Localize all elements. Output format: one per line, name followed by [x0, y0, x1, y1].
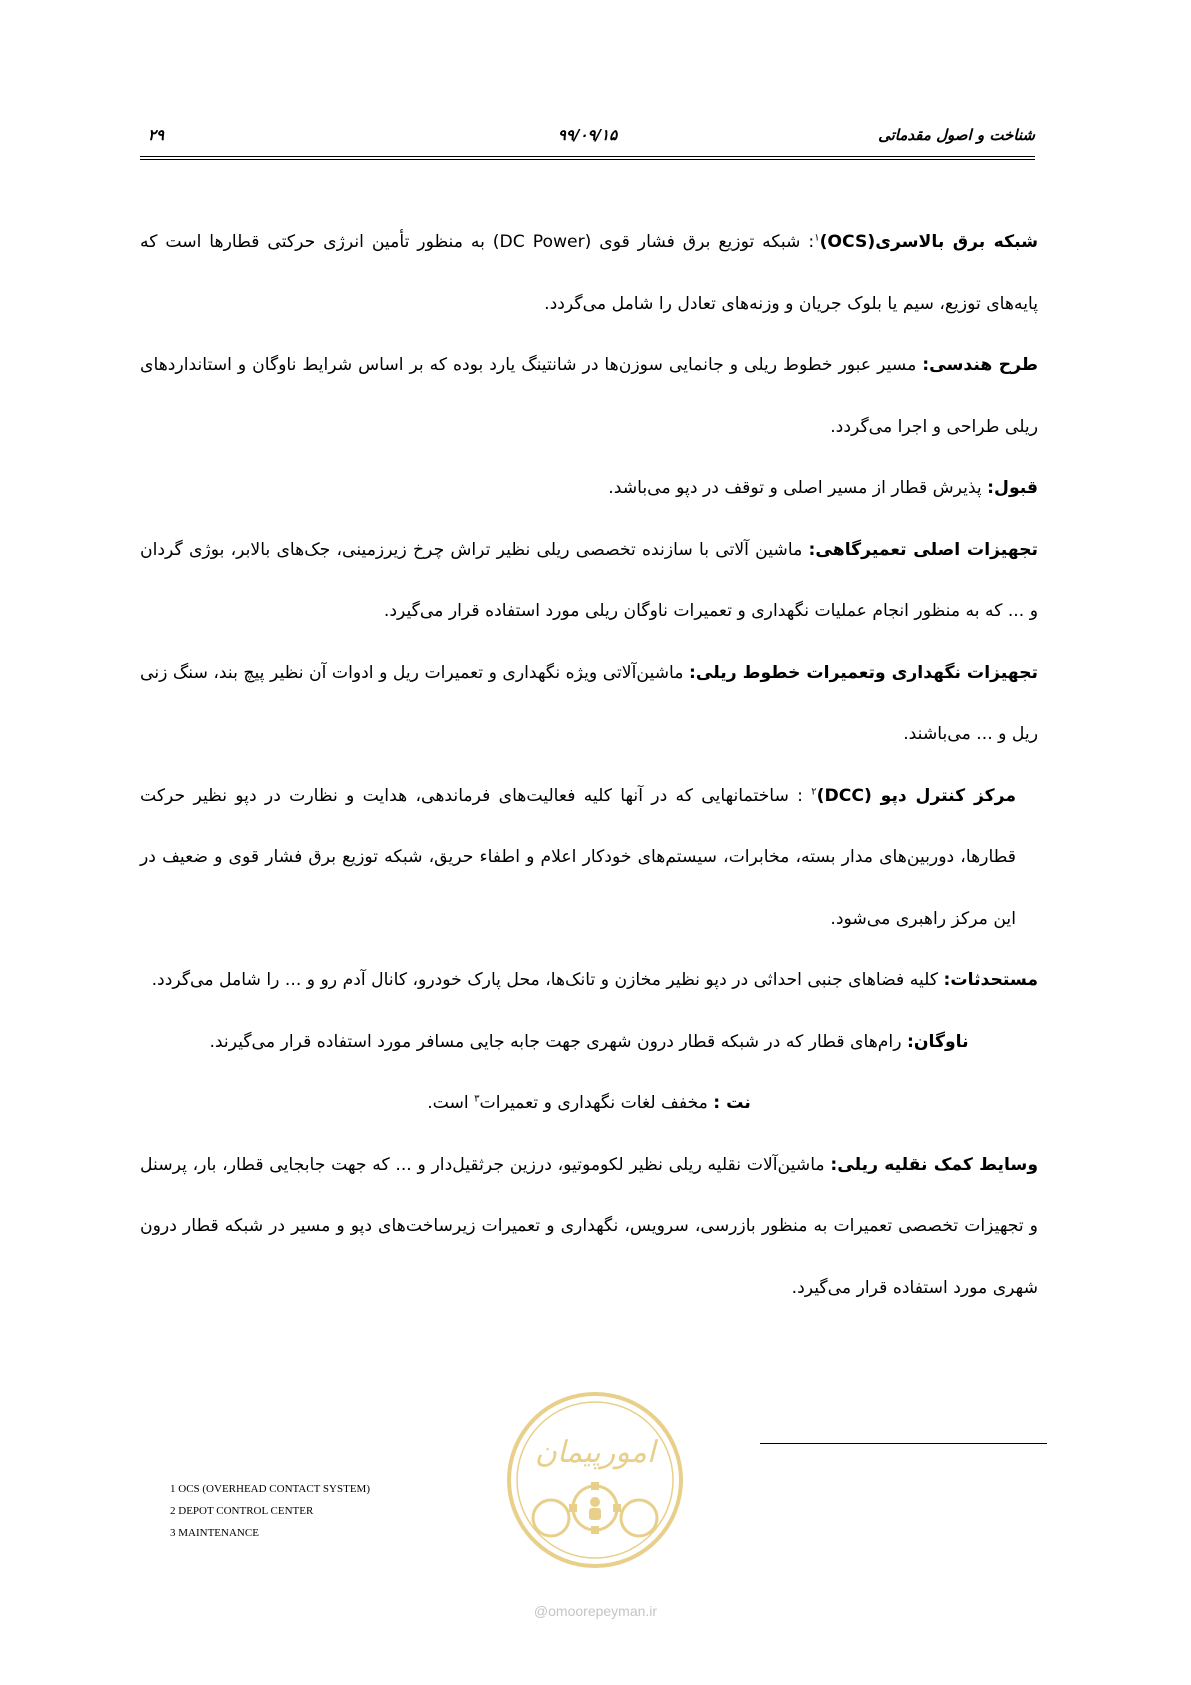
definition-text: کلیه فضاهای جنبی احداثی در دپو نظیر مخازن و تانک‌ها، محل پارک خودرو، کانال آدم رو و ... را شامل می‌گردد.: [151, 970, 944, 990]
definition-text: مخفف لغات نگهداری و تعمیرات: [479, 1093, 714, 1113]
term: قبول:: [987, 478, 1038, 498]
footnote-ref[interactable]: ۳: [474, 1093, 480, 1105]
definition-track-maintenance-equipment: [140, 643, 1038, 766]
definition-text: پذیرش قطار از مسیر اصلی و توقف در دپو می‌باشد.: [608, 478, 988, 498]
term: نت :: [713, 1093, 751, 1113]
footnote-ref[interactable]: ۱: [814, 232, 820, 244]
definition-rail-auxiliary-vehicles: [140, 1135, 1038, 1320]
definition-ocs: [140, 212, 1038, 335]
definition-nt: [140, 1073, 1038, 1135]
definition-text: : ساختمانهایی که در آنها کلیه فعالیت‌های فرماندهی، هدایت و نظارت در دپو نظیر حرکت قطارها، دوربین‌های مدار بسته، مخابرات، سیستم‌های خودکار اعلام و اطفاء حریق، شبکه توزیع برق فشار قوی و ضعیف در این مرکز راهبری می‌شود.: [140, 785, 1016, 929]
term: تجهیزات اصلی تعمیرگاهی:: [808, 539, 1038, 560]
definition-facilities: [140, 950, 1038, 1012]
term: تجهیزات نگهداری وتعمیرات خطوط ریلی:: [689, 662, 1038, 683]
footnote-separator: [760, 1443, 1047, 1444]
footnotes: [170, 1478, 370, 1544]
definition-main-workshop-equipment: [140, 520, 1038, 643]
term: ناوگان:: [906, 1031, 969, 1052]
definition-text: ماشین آلاتی با سازنده تخصصی ریلی نظیر تراش چرخ زیرزمینی، جک‌های بالابر، بوژی گردان و ... که به منظور انجام عملیات نگهداری و تعمیرات ناوگان ریلی مورد استفاده قرار می‌گیرد.: [140, 539, 1038, 621]
term: طرح هندسی:: [922, 355, 1038, 375]
definition-dcc: [140, 766, 1038, 951]
definition-text: رام‌های قطار که در شبکه قطار درون شهری جهت جابه جایی مسافر مورد استفاده قرار می‌گیرند.: [209, 1031, 907, 1052]
definition-text: ماشین‌آلات نقلیه ریلی نظیر لکوموتیو، درزین جرثقیل‌دار و ... که جهت جابجایی قطار، بار، پرسنل و تجهیزات تخصصی تعمیرات به منظور بازرسی، سرویس، نگهداری و تعمیرات زیرساخت‌های دپو و مسیر در شبکه قطار درون شهری مورد استفاده قرار می‌گیرد.: [140, 1154, 1038, 1298]
header-date: ۹۹/۰۹/۱۵: [557, 126, 618, 144]
page-number: ۲۹: [148, 126, 165, 144]
term: وسایط کمک نقلیه ریلی:: [830, 1154, 1038, 1175]
page-header: [140, 122, 1035, 160]
header-title: شناخت و اصول مقدماتی: [878, 126, 1035, 144]
definition-text: مسیر عبور خطوط ریلی و جانمایی سوزن‌ها در شانتینگ یارد بوده که بر اساس شرایط ناوگان و استانداردهای ریلی طراحی و اجرا می‌گردد.: [140, 355, 1038, 437]
footnote-1: 1 OCS (OVERHEAD CONTACT SYSTEM): [170, 1483, 370, 1495]
watermark: @omoorepeyman.ir: [533, 1603, 658, 1619]
stamp-text: امورپیمان: [534, 1435, 656, 1470]
term: شبکه برق بالاسری(OCS): [819, 232, 1039, 252]
footnote-3: 3 MAINTENANCE: [170, 1527, 259, 1539]
footnote-2: 2 DEPOT CONTROL CENTER: [170, 1505, 314, 1517]
definition-acceptance: [140, 458, 1038, 520]
definition-text-end: است.: [427, 1093, 475, 1113]
footnote-ref[interactable]: ۲: [811, 785, 817, 797]
definition-text: : شبکه توزیع برق فشار قوی (DC Power) به منظور تأمین انرژی حرکتی قطارها است که پایه‌های توزیع، سیم یا بلوک جریان و وزنه‌های تعادل را شامل می‌گردد.: [140, 232, 1038, 314]
definitions-body: [140, 212, 1038, 1319]
definition-text: ماشین‌آلاتی ویژه نگهداری و تعمیرات ریل و ادوات آن نظیر پیچ بند، سنگ زنی ریل و ... می‌باشند.: [140, 662, 1038, 744]
term: مستحدثات:: [943, 970, 1038, 990]
definition-fleet: [140, 1012, 1038, 1074]
definition-geometric-design: [140, 335, 1038, 458]
term: مرکز کنترل دپو (DCC): [816, 785, 1016, 806]
stamp-logo: [505, 1390, 685, 1570]
